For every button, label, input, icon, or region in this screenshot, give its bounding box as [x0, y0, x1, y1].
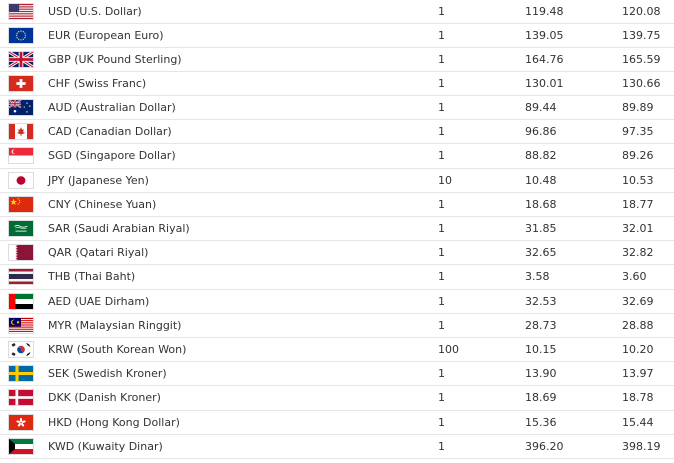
table-row: [0, 411, 674, 435]
unit-value: 1: [438, 391, 445, 405]
uk-flag-icon: [8, 51, 34, 68]
sell-rate: 32.82: [622, 246, 654, 260]
unit-value: 1: [438, 294, 445, 308]
buy-rate: 130.01: [525, 76, 564, 90]
my-flag-icon: [8, 317, 34, 334]
currency-name: JPY (Japanese Yen): [48, 173, 149, 187]
buy-rate: 164.76: [525, 52, 564, 66]
currency-name: CHF (Swiss Franc): [48, 76, 147, 90]
table-row: [0, 265, 674, 289]
currency-name: GBP (UK Pound Sterling): [48, 52, 182, 66]
buy-rate: 32.53: [525, 294, 557, 308]
sg-flag-icon: [8, 147, 34, 164]
currency-name: USD (U.S. Dollar): [48, 5, 142, 18]
table-row: [0, 314, 674, 338]
buy-rate: 396.20: [525, 439, 564, 453]
sa-flag-icon: [8, 220, 34, 237]
currency-name: KRW (South Korean Won): [48, 342, 187, 356]
dk-flag-icon: [8, 389, 34, 406]
unit-value: 1: [438, 318, 445, 332]
unit-value: 1: [438, 125, 445, 139]
cn-flag-icon: [8, 196, 34, 213]
buy-rate: 31.85: [525, 222, 557, 235]
table-row: [0, 193, 674, 217]
unit-value: 1: [438, 270, 445, 284]
currency-name: CAD (Canadian Dollar): [48, 125, 172, 139]
sell-rate: 139.75: [622, 28, 661, 42]
table-row: [0, 290, 674, 314]
kw-flag-icon: [8, 438, 34, 455]
kr-flag-icon: [8, 341, 34, 358]
buy-rate: 10.48: [525, 173, 557, 187]
sell-rate: 18.77: [622, 197, 654, 211]
currency-name: QAR (Qatari Riyal): [48, 246, 149, 260]
sell-rate: 32.69: [622, 294, 654, 308]
sell-rate: 3.60: [622, 270, 647, 284]
sell-rate: 15.44: [622, 415, 654, 429]
currency-name: DKK (Danish Kroner): [48, 391, 161, 405]
currency-name: HKD (Hong Kong Dollar): [48, 415, 180, 429]
sell-rate: 130.66: [622, 76, 661, 90]
sell-rate: 28.88: [622, 318, 654, 332]
table-row: [0, 435, 674, 459]
buy-rate: 13.90: [525, 367, 557, 381]
unit-value: 100: [438, 342, 459, 356]
sell-rate: 398.19: [622, 439, 661, 453]
unit-value: 1: [438, 76, 445, 90]
currency-name: AUD (Australian Dollar): [48, 101, 176, 115]
th-flag-icon: [8, 268, 34, 285]
unit-value: 1: [438, 246, 445, 260]
table-row: [0, 241, 674, 265]
currency-name: KWD (Kuwaity Dinar): [48, 439, 163, 453]
unit-value: 1: [438, 101, 445, 115]
ca-flag-icon: [8, 123, 34, 140]
table-row: [0, 120, 674, 144]
table-row: [0, 0, 674, 24]
buy-rate: 32.65: [525, 246, 557, 260]
buy-rate: 10.15: [525, 342, 557, 356]
table-row: [0, 362, 674, 386]
unit-value: 1: [438, 5, 445, 18]
buy-rate: 96.86: [525, 125, 557, 139]
unit-value: 1: [438, 415, 445, 429]
jp-flag-icon: [8, 172, 34, 189]
unit-value: 1: [438, 149, 445, 163]
table-row: [0, 386, 674, 410]
table-row: [0, 338, 674, 362]
buy-rate: 89.44: [525, 101, 557, 115]
unit-value: 1: [438, 52, 445, 66]
sell-rate: 89.89: [622, 101, 654, 115]
table-row: [0, 48, 674, 72]
buy-rate: 88.82: [525, 149, 557, 163]
eu-flag-icon: [8, 27, 34, 44]
table-row: [0, 96, 674, 120]
sell-rate: 120.08: [622, 5, 661, 18]
sell-rate: 165.59: [622, 52, 661, 66]
buy-rate: 3.58: [525, 270, 550, 284]
table-row: [0, 144, 674, 168]
buy-rate: 15.36: [525, 415, 557, 429]
unit-value: 1: [438, 367, 445, 381]
sell-rate: 13.97: [622, 367, 654, 381]
sell-rate: 10.20: [622, 342, 654, 356]
us-flag-icon: [8, 3, 34, 20]
currency-name: SEK (Swedish Kroner): [48, 367, 167, 381]
unit-value: 1: [438, 439, 445, 453]
sell-rate: 18.78: [622, 391, 654, 405]
currency-name: SAR (Saudi Arabian Riyal): [48, 222, 190, 235]
currency-name: AED (UAE Dirham): [48, 294, 150, 308]
buy-rate: 18.69: [525, 391, 557, 405]
table-row: [0, 169, 674, 193]
sell-rate: 32.01: [622, 222, 654, 235]
unit-value: 10: [438, 173, 452, 187]
buy-rate: 18.68: [525, 197, 557, 211]
buy-rate: 28.73: [525, 318, 557, 332]
unit-value: 1: [438, 197, 445, 211]
buy-rate: 139.05: [525, 28, 564, 42]
au-flag-icon: [8, 99, 34, 116]
buy-rate: 119.48: [525, 5, 564, 18]
se-flag-icon: [8, 365, 34, 382]
hk-flag-icon: [8, 414, 34, 431]
table-row: [0, 217, 674, 241]
currency-name: CNY (Chinese Yuan): [48, 197, 157, 211]
currency-name: MYR (Malaysian Ringgit): [48, 318, 182, 332]
table-row: [0, 24, 674, 48]
ch-flag-icon: [8, 75, 34, 92]
ae-flag-icon: [8, 293, 34, 310]
sell-rate: 89.26: [622, 149, 654, 163]
currency-name: THB (Thai Baht): [48, 270, 136, 284]
qa-flag-icon: [8, 244, 34, 261]
sell-rate: 97.35: [622, 125, 654, 139]
currency-name: SGD (Singapore Dollar): [48, 149, 176, 163]
unit-value: 1: [438, 28, 445, 42]
sell-rate: 10.53: [622, 173, 654, 187]
table-row: [0, 72, 674, 96]
currency-name: EUR (European Euro): [48, 28, 164, 42]
unit-value: 1: [438, 222, 445, 235]
